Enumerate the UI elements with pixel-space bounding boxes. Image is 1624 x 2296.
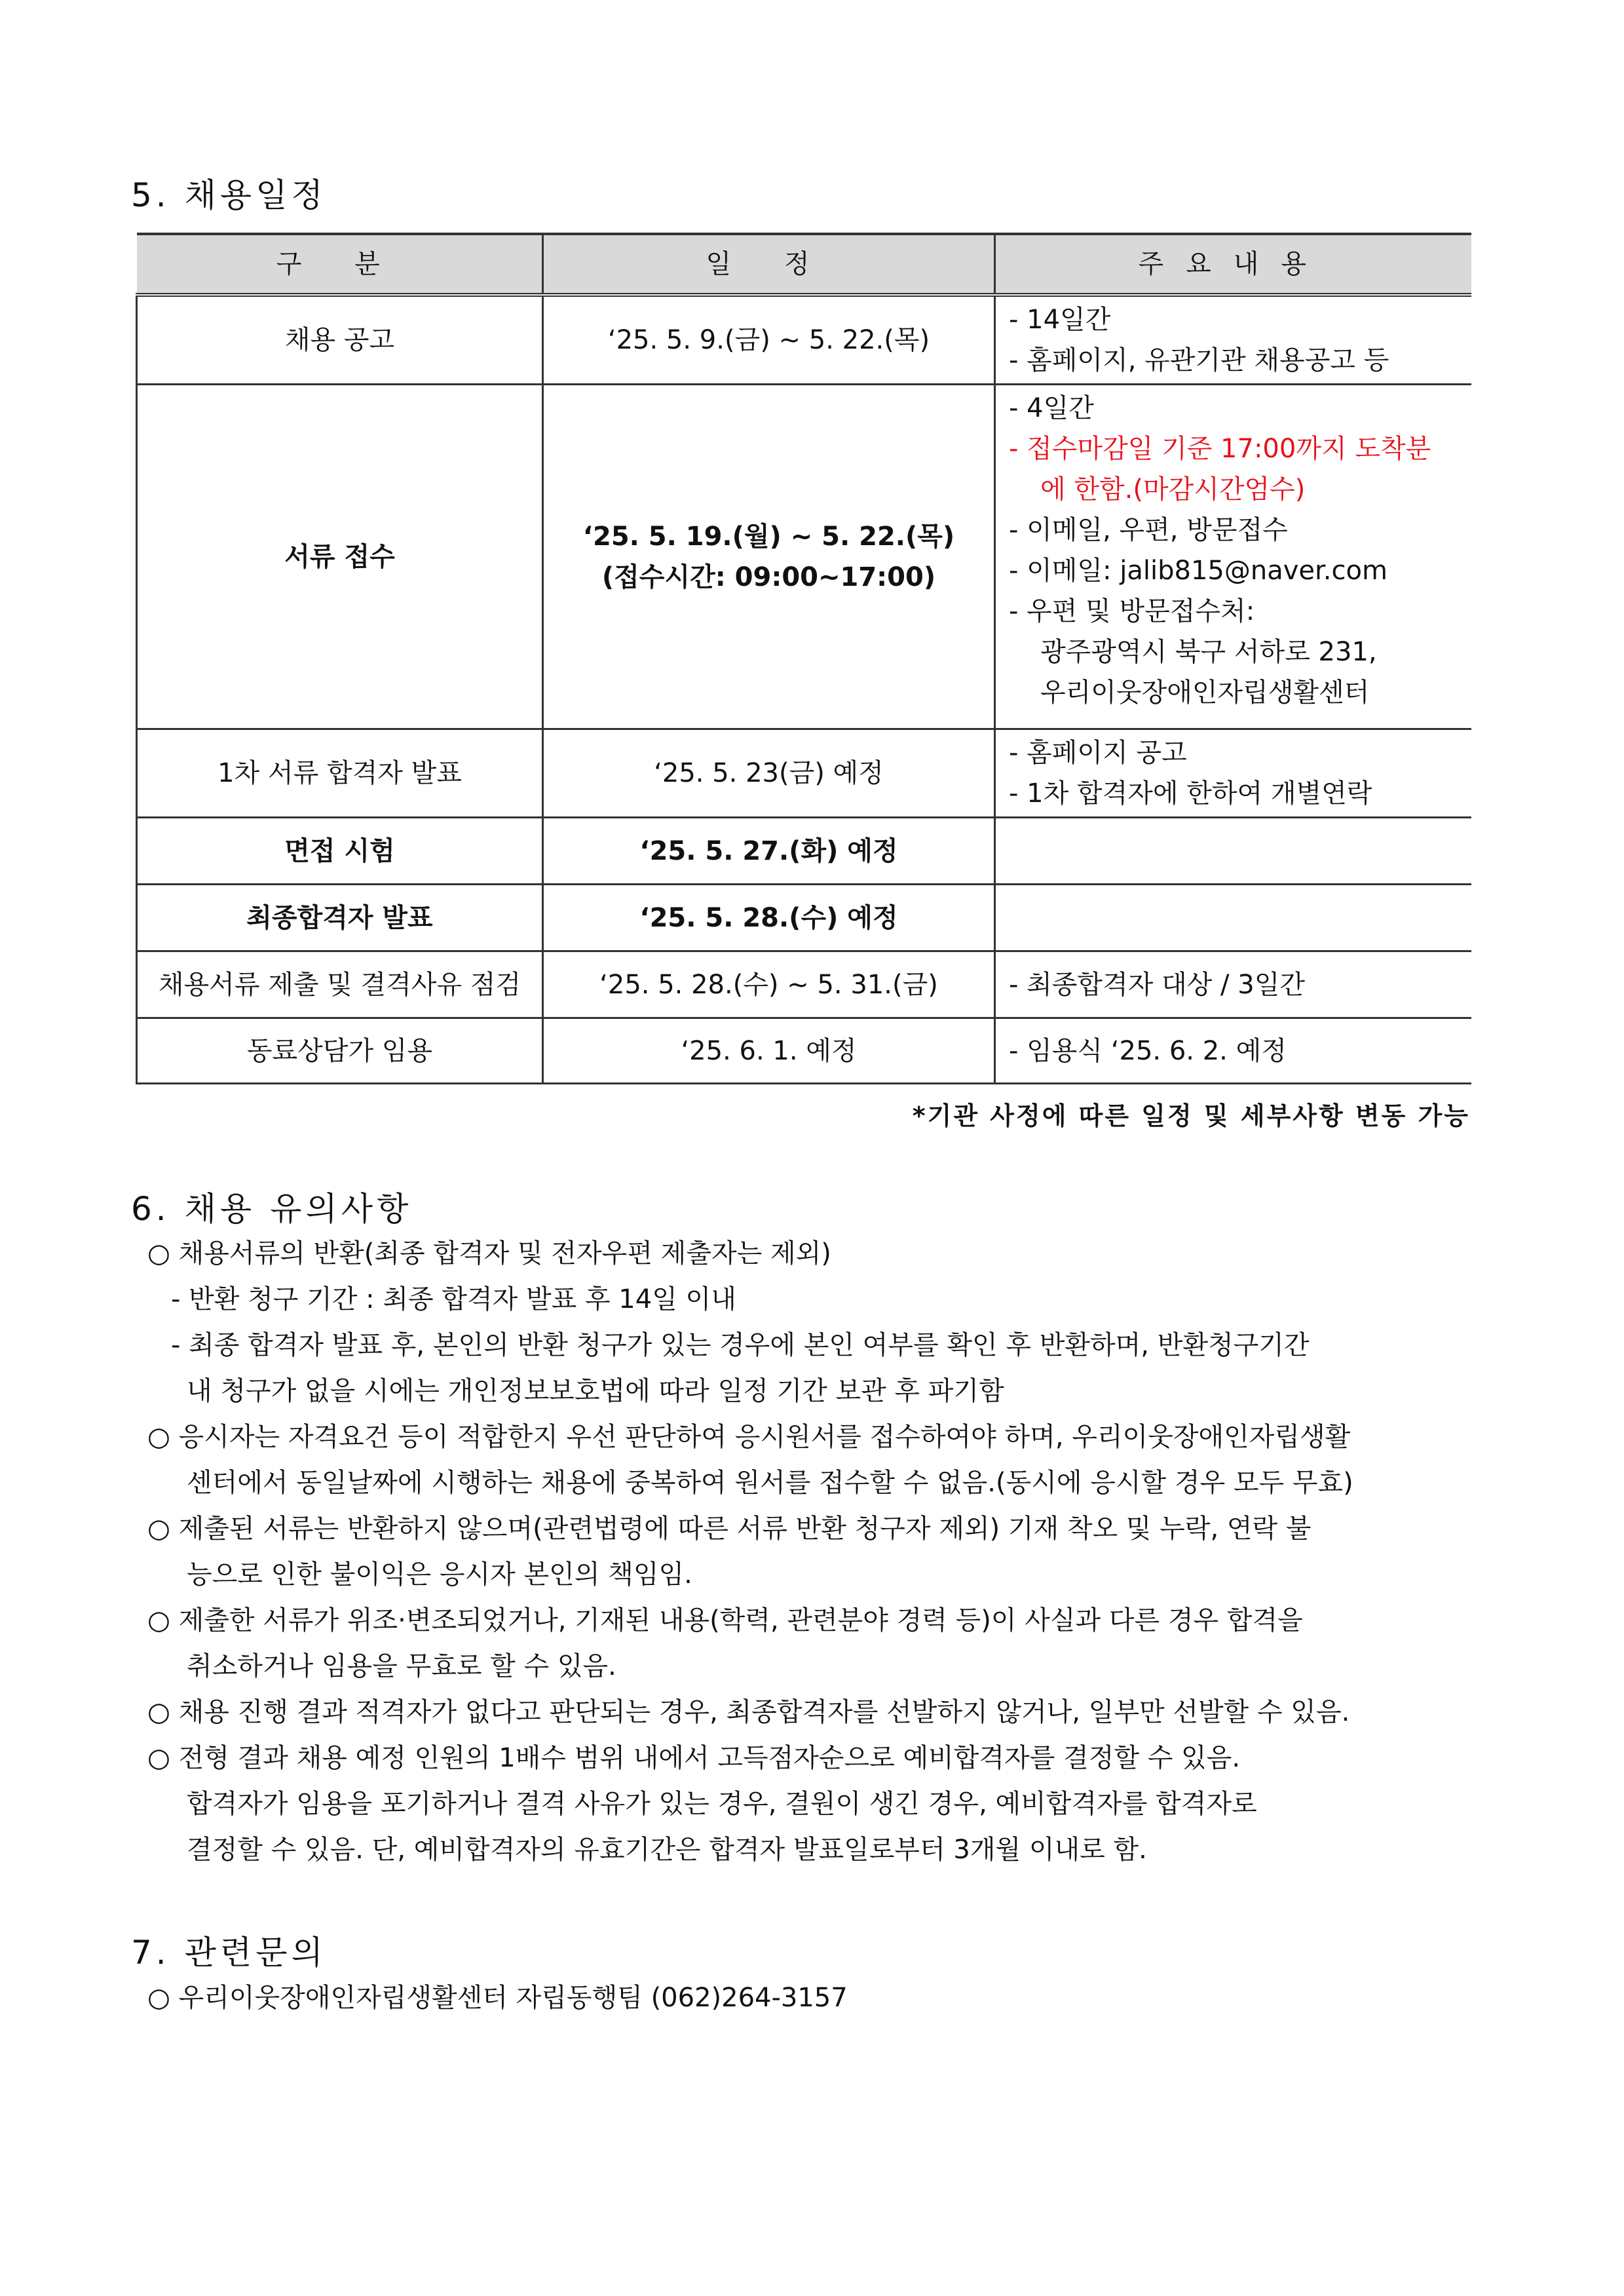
- table-row: [137, 885, 1471, 951]
- row-details: [995, 951, 1471, 1018]
- row-name: 채용 공고: [137, 295, 543, 385]
- detail-line: - 1차 합격자에 한하여 개별연락: [1009, 778, 1372, 809]
- row-name: 채용서류 제출 및 결격사유 점검: [137, 951, 543, 1018]
- notice-item-cont: 센터에서 동일날짜에 시행하는 채용에 중복하여 원서를 접수할 수 없음.(동시에 응시할 경우 모두 무효): [187, 1468, 1353, 1498]
- detail-line: - 14일간: [1009, 305, 1111, 335]
- row-date-time: (접수시간: 09:00~17:00): [601, 562, 936, 592]
- row-name: 최종합격자 발표: [137, 885, 543, 951]
- detail-line-org: 우리이웃장애인자립생활센터: [1040, 678, 1370, 708]
- notice-item: ○ 제출한 서류가 위조·변조되었거나, 기재된 내용(학력, 관련분야 경력 등)이 사실과 다른 경우 합격을: [147, 1605, 1303, 1636]
- notice-item: ○ 제출된 서류는 반환하지 않으며(관련법령에 따른 서류 반환 청구자 제외) 기재 착오 및 누락, 연락 불: [147, 1514, 1312, 1544]
- notice-item-cont: 결정할 수 있음. 단, 예비합격자의 유효기간은 합격자 발표일로부터 3개월 이내로 함.: [187, 1835, 1147, 1865]
- table-row: [137, 951, 1471, 1018]
- detail-line: - 4일간: [1009, 393, 1094, 423]
- detail-line-deadline-cont: 에 한함.(마감시간엄수): [1040, 474, 1306, 505]
- row-name: 동료상담가 임용: [137, 1018, 543, 1084]
- row-details: [995, 295, 1471, 385]
- row-date-line: ‘25. 5. 19.(월) ~ 5. 22.(목): [582, 521, 955, 552]
- row-name: 서류 접수: [137, 385, 543, 729]
- detail-line: - 최종합격자 대상 / 3일간: [1009, 969, 1305, 1000]
- contact-list: [147, 1975, 1471, 2021]
- detail-line: - 이메일, 우편, 방문접수: [1009, 515, 1288, 545]
- schedule-note: *기관 사정에 따른 일정 및 세부사항 변동 가능: [912, 1101, 1470, 1130]
- notice-subitem-cont: 내 청구가 없을 시에는 개인정보보호법에 따라 일정 기간 보관 후 파기함: [187, 1376, 1004, 1406]
- notice-subitem: - 최종 합격자 발표 후, 본인의 반환 청구가 있는 경우에 본인 여부를 확인 후 반환하며, 반환청구기간: [171, 1330, 1310, 1360]
- header-date: 일 정: [543, 234, 995, 295]
- notice-subitem: - 반환 청구 기간 : 최종 합격자 발표 후 14일 이내: [171, 1284, 736, 1314]
- notice-item: ○ 응시자는 자격요건 등이 적합한지 우선 판단하여 응시원서를 접수하여야 하며, 우리이웃장애인자립생활: [147, 1422, 1351, 1452]
- header-details: 주요내용: [995, 234, 1471, 295]
- row-details: [995, 1018, 1471, 1084]
- notice-item-cont: 취소하거나 임용을 무효로 할 수 있음.: [187, 1651, 616, 1681]
- row-date: ‘25. 6. 1. 예정: [543, 1018, 995, 1084]
- row-date: ‘25. 5. 9.(금) ~ 5. 22.(목): [543, 295, 995, 385]
- row-details-empty: [995, 818, 1471, 885]
- row-name: 1차 서류 합격자 발표: [137, 729, 543, 818]
- notice-item-cont: 합격자가 임용을 포기하거나 결격 사유가 있는 경우, 결원이 생긴 경우, 예비합격자를 합격자로: [187, 1789, 1257, 1819]
- schedule-header-row: [137, 234, 1471, 295]
- row-details: [995, 385, 1471, 729]
- table-row: [137, 385, 1471, 729]
- schedule-table: [136, 233, 1471, 1084]
- row-details-empty: [995, 885, 1471, 951]
- row-details: [995, 729, 1471, 818]
- contact-line: ○ 우리이웃장애인자립생활센터 자립동행팀 (062)264-3157: [147, 1983, 848, 2013]
- notice-item: ○ 채용 진행 결과 적격자가 없다고 판단되는 경우, 최종합격자를 선발하지 않거나, 일부만 선발할 수 있음.: [147, 1697, 1350, 1727]
- row-date: [543, 385, 995, 729]
- detail-line-email: - 이메일: jalib815@naver.com: [1009, 556, 1388, 586]
- notice-item-cont: 능으로 인한 불이익은 응시자 본인의 책임임.: [187, 1559, 692, 1590]
- row-name: 면접 시험: [137, 818, 543, 885]
- section-title-notices: 6. 채용 유의사항: [131, 1190, 413, 1228]
- detail-line: - 우편 및 방문접수처:: [1009, 596, 1255, 626]
- detail-line: - 홈페이지 공고: [1009, 738, 1187, 768]
- table-row: [137, 729, 1471, 818]
- notice-item: ○ 채용서류의 반환(최종 합격자 및 전자우편 제출자는 제외): [147, 1238, 831, 1269]
- detail-line: - 홈페이지, 유관기관 채용공고 등: [1009, 345, 1389, 375]
- table-row: [137, 295, 1471, 385]
- detail-line-deadline: - 접수마감일 기준 17:00까지 도착분: [1009, 434, 1431, 464]
- table-row: [137, 1018, 1471, 1084]
- section-title-schedule: 5. 채용일정: [131, 176, 327, 214]
- row-date: ‘25. 5. 27.(화) 예정: [543, 818, 995, 885]
- detail-line: - 임용식 ‘25. 6. 2. 예정: [1009, 1035, 1287, 1066]
- row-date: ‘25. 5. 28.(수) 예정: [543, 885, 995, 951]
- header-category: 구 분: [137, 234, 543, 295]
- notice-item: ○ 전형 결과 채용 예정 인원의 1배수 범위 내에서 고득점자순으로 예비합격자를 결정할 수 있음.: [147, 1743, 1241, 1773]
- row-date: ‘25. 5. 28.(수) ~ 5. 31.(금): [543, 951, 995, 1018]
- notice-list: [147, 1231, 1471, 1873]
- table-row: [137, 818, 1471, 885]
- detail-line-address: 광주광역시 북구 서하로 231,: [1040, 637, 1377, 667]
- row-date: ‘25. 5. 23(금) 예정: [543, 729, 995, 818]
- section-title-contact: 7. 관련문의: [131, 1934, 327, 1972]
